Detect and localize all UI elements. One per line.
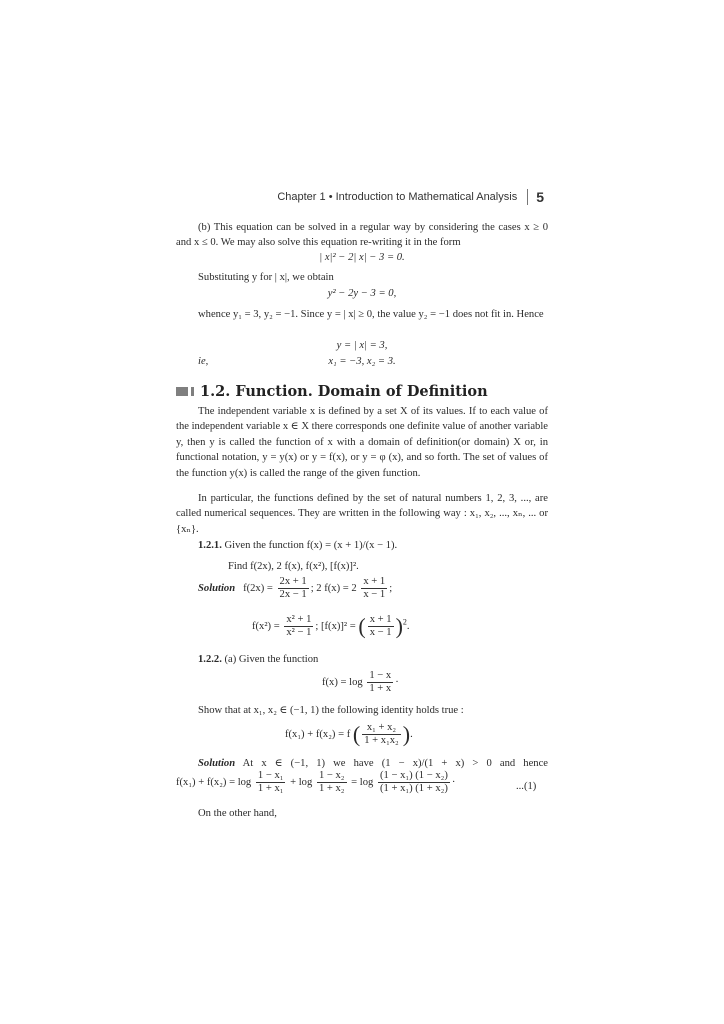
numerator: 1 − x: [369, 670, 392, 681]
part-b-paragraph: (b) This equation can be solved in a regular way by considering the cases x ≥ 0 and x ≤ 0. We may also solve this equation re-writing it in the form: [176, 222, 548, 249]
fraction-fx: [361, 576, 387, 601]
s1-mid: ; 2 f(x) = 2: [310, 582, 357, 594]
solution-2-body: At x ∈ (−1, 1) we have (1 − x)/(1 + x) > 0 and hence: [242, 758, 548, 769]
id-lhs: f(x₁) + f(x₂) = f: [285, 728, 351, 740]
s2-end: .: [406, 620, 410, 632]
solution-line-2: [252, 614, 410, 639]
whence-paragraph: whence y₁ = 3, y₂ = −1. Since y = | x| ≥ 0, the value y₂ = −1 does not fit in. Hence: [198, 309, 544, 320]
example-number: 1.2.1.: [198, 540, 222, 551]
numerator: 1 − x₁: [257, 770, 284, 781]
heading-marker-icon: [176, 387, 188, 396]
equation-y-quadratic: y² − 2y − 3 = 0,: [327, 288, 397, 299]
fraction-identity-arg: [362, 722, 401, 747]
numerator: x + 1: [363, 576, 386, 587]
equation-abs-quadratic: | x|² − 2| x| − 3 = 0.: [319, 252, 405, 263]
example-1-2-2-statement: [198, 654, 318, 665]
long-lhs: f(x₁) + f(x₂) = log: [176, 776, 252, 788]
numerator: 2x + 1: [279, 576, 307, 587]
example-1-2-1-statement: [198, 540, 397, 551]
section-heading: [176, 380, 548, 402]
denominator: 1 + x₁x₂: [364, 735, 399, 746]
running-header: [277, 186, 544, 208]
s1-lhs: f(2x) =: [243, 582, 273, 594]
right-paren: ): [395, 613, 403, 639]
id-end: .: [410, 728, 413, 740]
s2-mid: ; [f(x)]² =: [315, 620, 356, 632]
denominator: (1 + x₁) (1 + x₂): [379, 783, 448, 794]
denominator: 2x − 1: [279, 589, 307, 600]
numerator: x + 1: [369, 614, 392, 625]
denominator: 1 + x₂: [318, 783, 345, 794]
ie-label: ie,: [198, 356, 209, 367]
equation-number: ...(1): [516, 781, 537, 792]
s2-lhs: f(x²) =: [252, 620, 280, 632]
other-hand-text: On the other hand,: [198, 808, 277, 819]
right-paren: ): [402, 721, 411, 747]
denominator: x − 1: [363, 589, 386, 600]
solution-label: Solution: [198, 582, 236, 594]
denominator: x² − 1: [286, 627, 312, 638]
numerator: 1 − x₂: [318, 770, 345, 781]
exponent: 2: [402, 617, 407, 627]
example-find: Find f(2x), 2 f(x), f(x²), [f(x)]².: [228, 561, 359, 572]
long-eq: = log: [351, 776, 374, 788]
denominator: x − 1: [369, 627, 392, 638]
equation-roots: x₁ = −3, x₂ = 3.: [328, 356, 396, 367]
equation-y-abs: y = | x| = 3,: [336, 340, 388, 351]
fraction-log-arg: [367, 670, 393, 695]
solution-label: Solution: [198, 758, 236, 769]
s1-end: ;: [389, 582, 393, 594]
fraction-f2x: [278, 576, 309, 601]
left-paren: (: [358, 613, 366, 639]
function-definition-paragraph: The independent variable x is defined by a set X of its values. If to each value of the independent variable x ∈ X there corresponds one definite value of another variable y, then y is called the function of x with a domain of definition(or domain) X or, in functional notation, y = y(x) or y = f(x), or y = φ (x), and so forth. The set of values of the function y(x) is called the range of the given function.: [176, 406, 548, 479]
page-number: 5: [536, 189, 544, 205]
numerator: x₁ + x₂: [362, 722, 401, 735]
numerator: (1 − x₁) (1 − x₂): [379, 770, 448, 781]
fraction-term-1: [256, 770, 286, 795]
example-number: 1.2.2.: [198, 654, 222, 665]
section-title: 1.2. Function. Domain of Definition: [200, 382, 488, 400]
numerical-sequences-paragraph: In particular, the functions defined by the set of natural numbers 1, 2, 3, ..., are called numerical sequences. They are written in the following way : x₁, x₂, ..., xₙ, ... or {xₙ}.: [176, 493, 548, 535]
chapter-title: Chapter 1 • Introduction to Mathematical Analysis: [277, 191, 518, 203]
denominator: 1 + x₁: [257, 783, 284, 794]
example-given: (a) Given the function: [224, 654, 319, 665]
substitution-text: Substituting y for | x|, we obtain: [198, 272, 334, 283]
solution-line-1: [198, 576, 392, 601]
header-divider: [527, 189, 528, 205]
log-sum-equation: [176, 770, 455, 795]
log-function-definition: [322, 670, 399, 695]
f-lhs: f(x) = log: [322, 676, 363, 688]
denominator: 1 + x: [369, 683, 392, 694]
show-that-text: Show that at x₁, x₂ ∈ (−1, 1) the following identity holds true :: [198, 705, 464, 716]
identity-equation: [285, 722, 413, 747]
fraction-term-2: [317, 770, 347, 795]
long-end: ·: [451, 776, 456, 788]
fraction-fx2: [284, 614, 313, 639]
long-plus: + log: [290, 776, 313, 788]
example-given: Given the function f(x) = (x + 1)/(x − 1).: [224, 540, 398, 551]
fraction-fx-squared: [368, 614, 394, 639]
f-end: ·: [395, 676, 399, 688]
heading-marker-icon-small: [191, 387, 194, 396]
numerator: x² + 1: [286, 614, 312, 625]
left-paren: (: [352, 721, 361, 747]
fraction-product: [378, 770, 450, 795]
